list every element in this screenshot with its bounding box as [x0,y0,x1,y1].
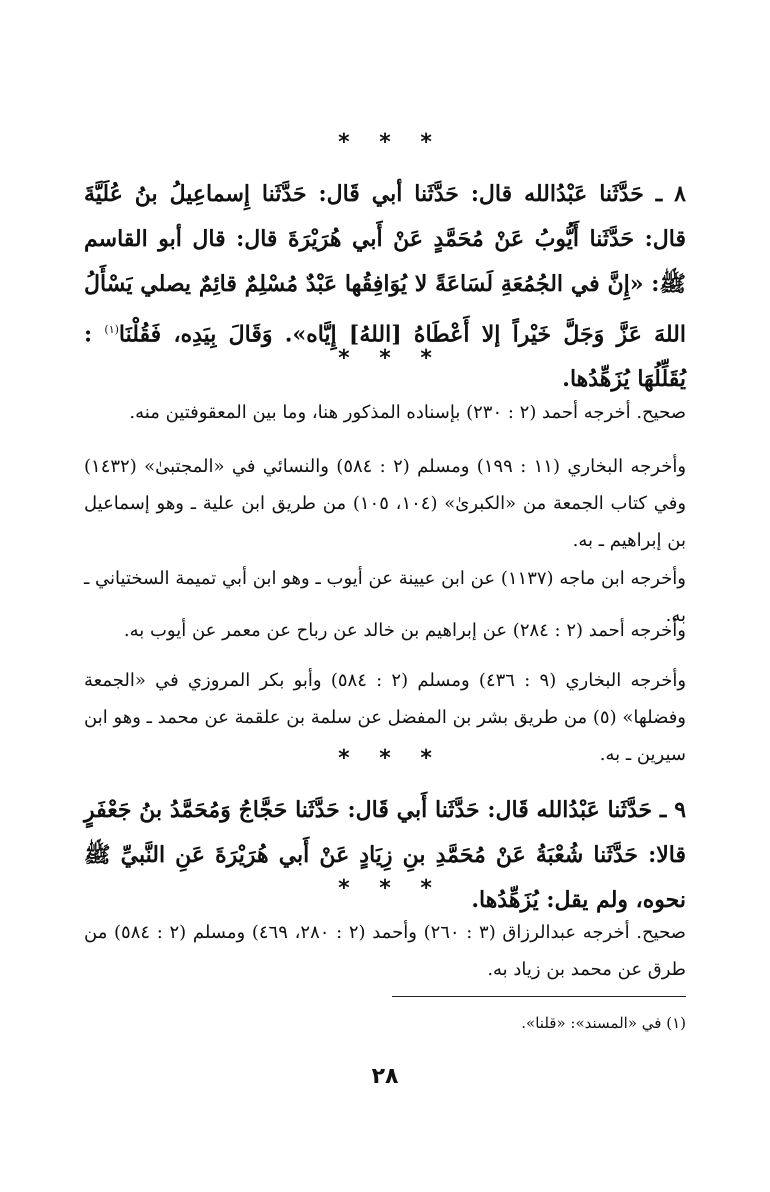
takhrij-paragraph: وأخرجه أحمد (٢ : ٢٨٤) عن إبراهيم بن خالد عن رباح عن معمر عن أيوب به. [123,620,686,641]
takhrij-paragraph: صحيح. أخرجه عبدالرزاق (٣ : ٢٦٠) وأحمد (٢ : ٢٨٠، ٤٦٩) ومسلم (٢ : ٥٨٤) من طرق عن محمد بن زياد به. [84,922,686,980]
hadith-number: ٩ [674,797,687,823]
takhrij-paragraph: صحيح. أخرجه أحمد (٢ : ٢٣٠) بإسناده المذكور هنا، وما بين المعقوفتين منه. [129,402,686,423]
page-number: ٢٨ [371,1064,399,1089]
footnote-marker[interactable]: (١) [104,323,119,336]
section-separator: * * * [338,130,432,155]
hadith-text: حَدَّثَنا عَبْدُالله قَال: حَدَّثَنا أَبي قَال: حَدَّثَنا حَجَّاجُ وَمُحَمَّدُ بنُ جَعْفَرٍ قالا: حَدَّثَنا شُعْبَةُ عَنْ مُحَمَّدِ بنِ زِيَادٍ عَنْ أَبي هُرَيْرَةَ عَنِ النَّبيِّ ﷺ نحوه، ولم يقل: يُزَهِّدُها. [84,797,686,913]
section-separator: * * * [338,746,432,771]
section-separator: * * * [338,346,432,371]
hadith-number: ٨ [674,181,686,207]
hadith-text-end: : يُقَلِّلُهَا يُزَهِّدُها. [84,321,686,393]
hadith-9: ٩ ـ حَدَّثَنا عَبْدُالله قَال: حَدَّثَنا أَبي قَال: حَدَّثَنا حَجَّاجُ وَمُحَمَّدُ بنُ جَعْفَرٍ قالا: حَدَّثَنا شُعْبَةُ عَنْ مُحَمَّدِ بنِ زِيَادٍ عَنْ أَبي هُرَيْرَةَ عَنِ النَّبيِّ ﷺ نحوه، ولم يقل: يُزَهِّدُها. [84,797,687,913]
footnote: (١) في «المسند»: «قلنا». [521,1014,686,1032]
hadith-8: ٨ ـ حَدَّثَنا عَبْدُالله قال: حَدَّثَنا أبي قَال: حَدَّثَنا إِسماعِيلُ بنُ عُلَيَّةَ قال: حَدَّثَنا أَيُّوبُ عَنْ مُحَمَّدٍ عَنْ أَبي هُرَيْرَةَ قال: قال أبو القاسم ﷺ: «إِنَّ في الجُمُعَةِ لَسَاعَةً لا يُوَافِقُها عَبْدٌ مُسْلِمٌ قائِمٌ يصلي يَسْأَلُ اللهَ عَزَّ وَجَلَّ خَيْراً إلا أَعْطَاهُ [اللهُ] إِيَّاه». وَقَالَ بِيَدِه، فَقُلْنَا$^{(١)}$ : يُقَلِّلُهَا يُزَهِّدُها. [84,181,686,393]
hadith-text: حَدَّثَنا عَبْدُالله قال: حَدَّثَنا أبي قَال: حَدَّثَنا إِسماعِيلُ بنُ عُلَيَّةَ قال: حَدَّثَنا أَيُّوبُ عَنْ مُحَمَّدٍ عَنْ أَبي هُرَيْرَةَ قال: قال أبو القاسم ﷺ: «إِنَّ في الجُمُعَةِ لَسَاعَةً لا يُوَافِقُها عَبْدٌ مُسْلِمٌ قائِمٌ يصلي يَسْأَلُ اللهَ عَزَّ وَجَلَّ خَيْراً إلا أَعْطَاهُ [اللهُ] إِيَّاه». وَقَالَ بِيَدِه، فَقُلْنَا [84,181,686,348]
takhrij-paragraph: وأخرجه البخاري (٩ : ٤٣٦) ومسلم (٢ : ٥٨٤) وأبو بكر المروزي في «الجمعة وفضلها» (٥) من طريق بشر بن المفضل عن سلمة بن علقمة عن محمد ـ وهو ابن سيرين ـ به. [84,670,687,765]
takhrij-paragraph: وأخرجه ابن ماجه (١١٣٧) عن ابن عيينة عن أيوب ـ وهو ابن أبي تميمة السختياني ـ به. [84,568,686,626]
footnote-divider [392,996,686,997]
takhrij-paragraph: وأخرجه البخاري (١١ : ١٩٩) ومسلم (٢ : ٥٨٤) والنسائي في «المجتبىٰ» (١٤٣٢) وفي كتاب الجمعة من «الكبرىٰ» (١٠٤، ١٠٥) من طريق ابن علية ـ وهو إسماعيل بن إبراهيم ـ به. [84,456,687,551]
section-separator: * * * [338,876,432,901]
